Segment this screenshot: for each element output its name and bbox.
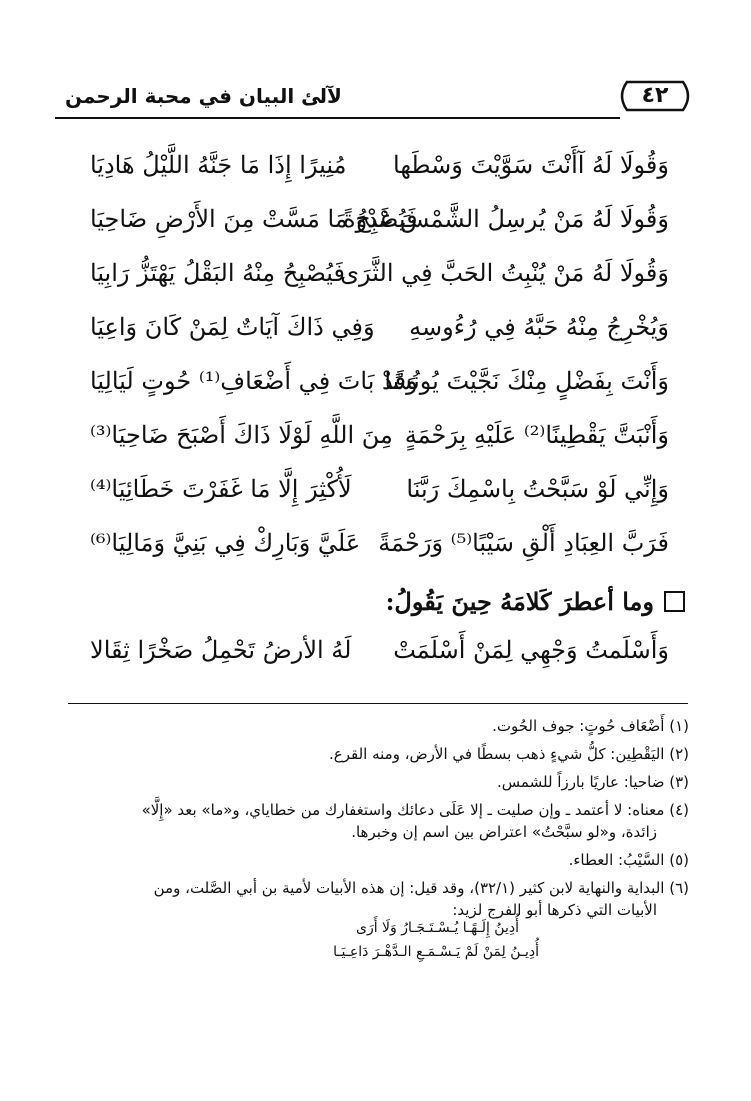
footnote: (٥) السَّيْبُ: العطاء. — [568, 851, 689, 869]
section-heading-text: وما أعطرَ كَلامَهُ حِينَ يَقُولُ: — [385, 587, 654, 616]
book-title: لآلئ البيان في محبة الرحمن — [65, 84, 342, 108]
verse-first-half: وَأَنْتَ بِفَضْلٍ مِنْكَ نَجَّيْتَ يُونُسًا — [384, 367, 669, 395]
verse-first-half: وَيُخْرِجُ مِنْهُ حَبَّهُ فِي رُءُوسِهِ — [409, 313, 669, 341]
footnote-continuation: الأبيات التي ذكرها أبو الفرج لزيد: — [452, 901, 657, 919]
section-heading — [386, 587, 685, 616]
verse-row — [0, 523, 751, 577]
page-number: ٤٢ — [641, 83, 669, 108]
footnote: (٢) اليَقْطِين: كلُّ شيءٍ ذهب بسطًا في الأرض، ومنه القرع. — [329, 745, 689, 763]
verse-row — [0, 630, 751, 680]
poem-verses — [0, 145, 751, 577]
verse-second-half: عَلَيَّ وَبَارِكْ فِي بَنِيَّ وَمَالِيَا⁽⁶⁾ — [90, 529, 361, 557]
verse-first-half: وَإِنِّي لَوْ سَبَّحْتُ بِاسْمِكَ رَبَّنَا — [406, 475, 669, 503]
verse-second-half: فَيُصْبِحُ مَا مَسَّتْ مِنَ الأَرْضِ ضَاحِيَا — [90, 205, 418, 233]
verse-row — [0, 415, 751, 469]
footnote-poem-line: أُدِينُ إِلَـهًـا يُـسْـتَـجَـارُ وَلَا أَرَى — [356, 920, 519, 936]
verse-second-half: مُنِيرًا إِذَا مَا جَنَّهُ اللَّيْلُ هَادِيَا — [90, 151, 347, 179]
verse-first-half: وَأَسْلَمتُ وَجْهِي لِمَنْ أَسْلَمَتْ — [393, 636, 669, 664]
verse-row — [0, 469, 751, 523]
verse-second-half: وَقَدْ بَاتَ فِي أَضْعَافِ⁽¹⁾ حُوتٍ لَيَالِيَا — [90, 367, 418, 395]
header-divider — [55, 117, 620, 119]
verse-row — [0, 199, 751, 253]
page-header — [55, 78, 695, 118]
verse-row — [0, 361, 751, 415]
verse-second-half: فَيُصْبِحُ مِنْهُ البَقْلُ يَهْتَزُّ رَابِيَا — [90, 259, 345, 287]
verse-row — [0, 145, 751, 199]
footnote-poem-line: أُدِيـنُ لِمَنْ لَمْ يَـسْـمَـعِ الـدَّهْـرَ دَاعِـيَـا — [333, 944, 539, 960]
verse-second-half: لَهُ الأرضُ تَحْمِلُ صَخْرًا ثِقَالا — [90, 636, 352, 664]
footnote: (٤) معناه: لا أعتمد ـ وإن صليت ـ إلا عَلَى دعائك واستغفارك من خطاياي، و«ما» بعد «إِلَّا» — [141, 801, 689, 819]
verse-first-half: وَقُولَا لَهُ مَنْ يُرسِلُ الشَّمْسَ غَدْوَةً — [343, 205, 669, 233]
page-number-frame — [615, 80, 695, 110]
footnote-divider — [68, 703, 688, 704]
verse-first-half: وَقُولَا لَهُ مَنْ يُنْبِتُ الحَبَّ فِي الثَّرَى — [340, 259, 669, 287]
verse-row — [0, 253, 751, 307]
verse-second-half: وَفِي ذَاكَ آيَاتٌ لِمَنْ كَانَ وَاعِيَا — [90, 313, 375, 341]
verse-first-half: فَرَبَّ العِبَادِ أَلْقِ سَيْبًا⁽⁵⁾ وَرَحْمَةً — [378, 529, 669, 557]
verse-first-half: وَأَنْبَتَّ يَقْطِينًا⁽²⁾ عَلَيْهِ بِرَحْمَةٍ — [404, 421, 669, 449]
verse-first-half: وَقُولَا لَهُ آأَنْتَ سَوَّيْتَ وَسْطَها — [393, 151, 669, 179]
footnotes — [59, 715, 689, 963]
footnote: (١) أَضْعَاف حُوتٍ: جوف الحُوت. — [492, 717, 689, 735]
verse-second-half: لَأُكْثِرَ إِلَّا مَا غَفَرْتَ خَطَائِيَا⁽⁴⁾ — [90, 475, 352, 503]
footnote-continuation: زائدة، و«لو سبَّحْتُ» اعتراض بين اسم إن وخبرها. — [351, 823, 657, 841]
footnote: (٣) ضاحيا: عاريًا بارزاً للشمس. — [497, 773, 689, 791]
footnote: (٦) البداية والنهاية لابن كثير (٣٢/١)، وقد قيل: إن هذه الأبيات لأمية بن أبي الصَّلت، ومن — [153, 879, 689, 897]
square-bullet-icon — [664, 591, 685, 612]
verse-row — [0, 307, 751, 361]
verse-second-half: مِنَ اللَّهِ لَوْلَا ذَاكَ أَصْبَحَ ضَاحِيَا⁽³⁾ — [90, 421, 393, 449]
